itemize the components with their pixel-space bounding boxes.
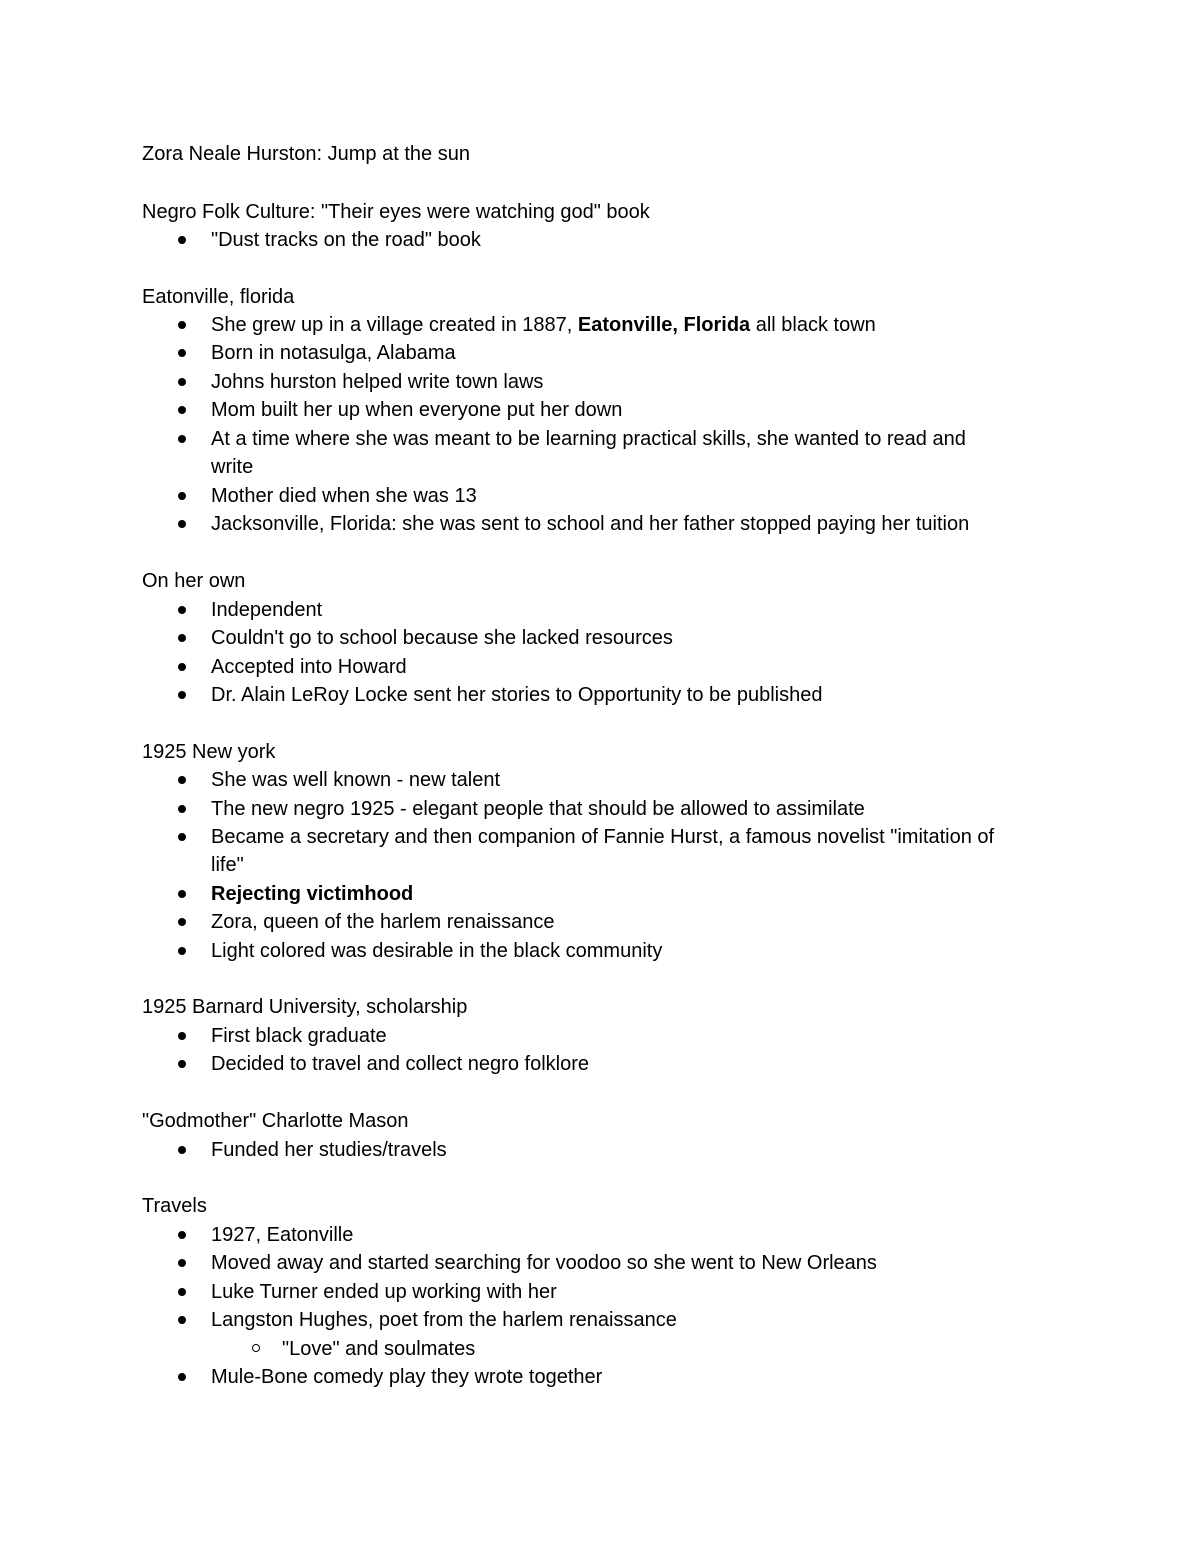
bullet-icon (178, 805, 186, 813)
list-item: Became a secretary and then companion of Fannie Hurst, a famous novelist "imitation of (211, 826, 995, 848)
sub-bullet-icon (252, 1344, 260, 1352)
bullet-icon (178, 663, 186, 671)
bullet-icon (178, 947, 186, 955)
bullet-icon (178, 1259, 186, 1267)
list-item: Independent (211, 599, 323, 621)
list-item: Mom built her up when everyone put her down (211, 399, 623, 421)
bullet-icon (178, 1316, 186, 1324)
list-item: Mule-Bone comedy play they wrote together (211, 1366, 603, 1388)
list-item: Johns hurston helped write town laws (211, 371, 544, 393)
list-item: At a time where she was meant to be learning practical skills, she wanted to read and (211, 428, 966, 450)
bullet-icon (178, 349, 186, 357)
list-item: Couldn't go to school because she lacked resources (211, 627, 673, 649)
section-heading: 1925 Barnard University, scholarship (142, 996, 468, 1018)
bullet-icon (178, 1373, 186, 1381)
bullet-icon (178, 1060, 186, 1068)
bullet-icon (178, 634, 186, 642)
bullet-icon (178, 1231, 186, 1239)
list-item: Langston Hughes, poet from the harlem renaissance (211, 1309, 677, 1331)
section-heading: "Godmother" Charlotte Mason (142, 1110, 409, 1132)
bullet-icon (178, 776, 186, 784)
bullet-icon (178, 833, 186, 841)
bullet-icon (178, 492, 186, 500)
bullet-icon (178, 520, 186, 528)
bullet-icon (178, 1288, 186, 1296)
list-item: "Dust tracks on the road" book (211, 229, 481, 251)
bullet-icon (178, 890, 186, 898)
bullet-icon (178, 918, 186, 926)
list-item: Mother died when she was 13 (211, 485, 477, 507)
bullet-icon (178, 378, 186, 386)
bullet-icon (178, 606, 186, 614)
list-item: Luke Turner ended up working with her (211, 1281, 557, 1303)
list-item: 1927, Eatonville (211, 1224, 354, 1246)
bullet-icon (178, 691, 186, 699)
bullet-icon (178, 1032, 186, 1040)
bullet-icon (178, 236, 186, 244)
bullet-icon (178, 406, 186, 414)
section-heading: Negro Folk Culture: "Their eyes were watching god" book (142, 201, 650, 223)
bullet-icon (178, 1146, 186, 1154)
section-heading: Travels (142, 1195, 207, 1217)
section-heading: On her own (142, 570, 246, 592)
list-item: Zora, queen of the harlem renaissance (211, 911, 555, 933)
section-heading: Eatonville, florida (142, 286, 295, 308)
list-item: Dr. Alain LeRoy Locke sent her stories to Opportunity to be published (211, 684, 823, 706)
list-item: She was well known - new talent (211, 769, 501, 791)
list-item: Funded her studies/travels (211, 1139, 447, 1161)
list-item-continuation: life" (211, 854, 244, 876)
list-item: She grew up in a village created in 1887, Eatonville, Florida all black town (211, 314, 876, 336)
bold-text: Eatonville, Florida (577, 314, 751, 336)
list-item: Light colored was desirable in the black community (211, 940, 663, 962)
list-item: Moved away and started searching for voodoo so she went to New Orleans (211, 1252, 877, 1274)
list-item: Decided to travel and collect negro folklore (211, 1053, 589, 1075)
list-item: The new negro 1925 - elegant people that should be allowed to assimilate (211, 798, 865, 820)
list-item: First black graduate (211, 1025, 387, 1047)
list-item: Jacksonville, Florida: she was sent to school and her father stopped paying her tuition (211, 513, 970, 535)
sub-list-item: "Love" and soulmates (282, 1338, 476, 1360)
list-item: Born in notasulga, Alabama (211, 342, 456, 364)
list-item-bold: Rejecting victimhood (211, 883, 414, 905)
bullet-icon (178, 435, 186, 443)
list-item-continuation: write (211, 456, 254, 478)
doc-title: Zora Neale Hurston: Jump at the sun (142, 143, 470, 165)
bullet-icon (178, 321, 186, 329)
section-heading: 1925 New york (142, 741, 276, 763)
list-item: Accepted into Howard (211, 656, 407, 678)
